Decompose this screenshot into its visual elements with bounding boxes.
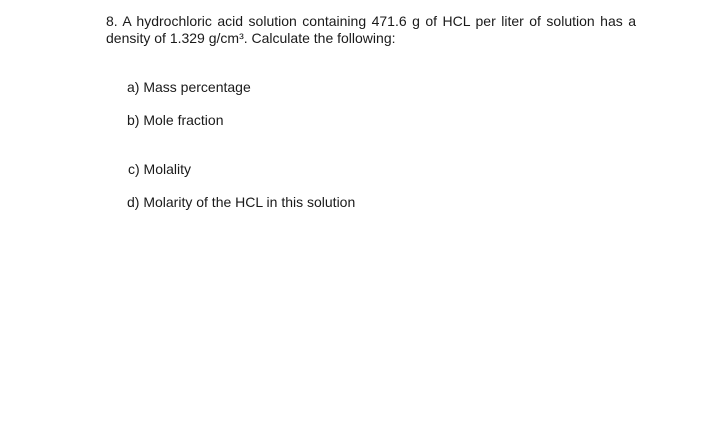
part-a-mass-percentage: a) Mass percentage bbox=[127, 79, 251, 95]
question-line-1: 8. A hydrochloric acid solution containing 471.6 g of HCL per liter of solution has a bbox=[106, 13, 636, 29]
part-c-molality: c) Molality bbox=[128, 161, 192, 177]
question-text bbox=[106, 13, 636, 47]
part-d-molarity: d) Molarity of the HCL in this solution bbox=[127, 194, 356, 210]
part-b-mole-fraction: b) Mole fraction bbox=[127, 112, 224, 128]
question-line-2: density of 1.329 g/cm³. Calculate the following: bbox=[106, 30, 396, 46]
